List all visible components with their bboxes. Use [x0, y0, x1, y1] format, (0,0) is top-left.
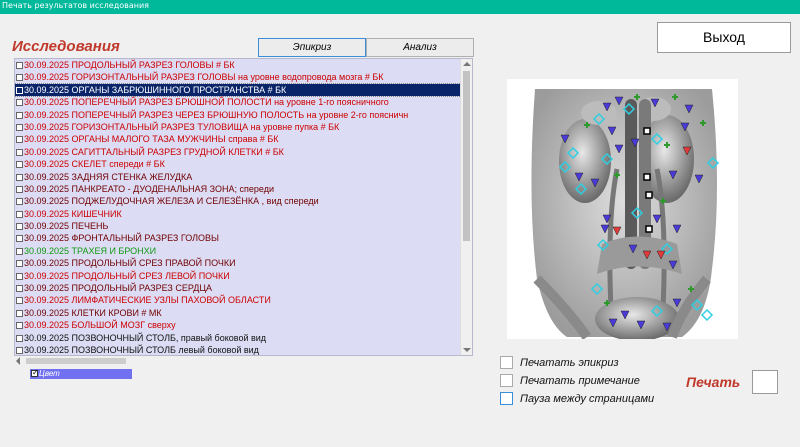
- study-row-label: 30.09.2025 ПОПЕРЕЧНЫЙ РАЗРЕЗ ЧЕРЕЗ БРЮШНУЮ ПОЛОСТЬ на уровне 2-го поясничн: [24, 109, 409, 120]
- print-label: Печать: [686, 374, 741, 390]
- study-row[interactable]: [15, 245, 461, 257]
- study-row-label: 30.09.2025 ФРОНТАЛЬНЫЙ РАЗРЕЗ ГОЛОВЫ: [24, 233, 219, 244]
- study-row-label: 30.09.2025 ПРОДОЛЬНЫЙ РАЗРЕЗ СЕРДЦА: [24, 283, 213, 294]
- option-print-epikriz[interactable]: [500, 355, 619, 371]
- study-row-label: 30.09.2025 ОРГАНЫ МАЛОГО ТАЗА МУЖЧИНЫ справа # БК: [24, 134, 279, 145]
- scroll-thumb[interactable]: [463, 71, 470, 241]
- checkbox-icon[interactable]: [16, 223, 23, 230]
- checkbox-icon[interactable]: [16, 211, 23, 218]
- checkbox-icon[interactable]: [16, 161, 23, 168]
- studies-list[interactable]: [14, 58, 473, 356]
- option-print-note-label: Печатать примечание: [520, 375, 640, 387]
- study-row-label: 30.09.2025 САГИТТАЛЬНЫЙ РАЗРЕЗ ГРУДНОЙ КЛЕТКИ # БК: [24, 146, 284, 157]
- study-row-label: 30.09.2025 ПОПЕРЕЧНЫЙ РАЗРЕЗ БРЮШНОЙ ПОЛОСТИ на уровне 1-го поясничного: [24, 97, 389, 108]
- study-row-label: 30.09.2025 ПОЗВОНОЧНЫЙ СТОЛБ левый боковой вид: [24, 344, 259, 355]
- study-row-label: 30.09.2025 ГОРИЗОНТАЛЬНЫЙ РАЗРЕЗ ТУЛОВИЩА на уровне пупка # БК: [24, 121, 340, 132]
- study-row[interactable]: [15, 282, 461, 294]
- checkbox-icon[interactable]: [500, 374, 513, 387]
- checkbox-checked-icon: [31, 370, 38, 377]
- title-bar: [0, 0, 800, 14]
- study-row[interactable]: [15, 109, 461, 121]
- study-row-label: 30.09.2025 ПОЗВОНОЧНЫЙ СТОЛБ, правый боковой вид: [24, 332, 267, 343]
- checkbox-icon[interactable]: [16, 335, 23, 342]
- study-row[interactable]: [15, 208, 461, 220]
- checkbox-icon[interactable]: [16, 174, 23, 181]
- checkbox-icon[interactable]: [16, 260, 23, 267]
- study-row[interactable]: [15, 270, 461, 282]
- study-row-label: 30.09.2025 ТРАХЕЯ И БРОНХИ: [24, 245, 157, 256]
- checkbox-icon[interactable]: [16, 112, 23, 119]
- study-row-label: 30.09.2025 КЛЕТКИ КРОВИ # МК: [24, 307, 162, 318]
- study-row-label: 30.09.2025 БОЛЬШОЙ МОЗГ сверху: [24, 320, 176, 331]
- option-page-pause[interactable]: [500, 391, 654, 407]
- color-checkbox[interactable]: [30, 369, 132, 379]
- study-row[interactable]: [15, 96, 461, 108]
- scroll-down-icon[interactable]: [463, 348, 471, 352]
- checkbox-icon[interactable]: [16, 322, 23, 329]
- tab-epikriz[interactable]: Эпикриз: [258, 38, 366, 57]
- study-row-label: 30.09.2025 СКЕЛЕТ спереди # БК: [24, 159, 165, 170]
- study-row[interactable]: [15, 294, 461, 306]
- checkbox-icon[interactable]: [16, 74, 23, 81]
- tab-analiz[interactable]: Анализ: [366, 38, 474, 57]
- study-row[interactable]: [15, 158, 461, 170]
- checkbox-icon[interactable]: [16, 124, 23, 131]
- study-row[interactable]: [15, 332, 461, 344]
- study-row-label: 30.09.2025 КИШЕЧНИК: [24, 208, 122, 219]
- checkbox-icon[interactable]: [500, 356, 513, 369]
- study-row-label: 30.09.2025 ОРГАНЫ ЗАБРЮШИННОГО ПРОСТРАНСТВА # БК: [24, 84, 287, 95]
- anatomy-image: [507, 79, 738, 339]
- study-row[interactable]: [15, 84, 461, 96]
- study-row[interactable]: [15, 121, 461, 133]
- study-row-label: 30.09.2025 ПЕЧЕНЬ: [24, 221, 109, 232]
- study-row[interactable]: [15, 183, 461, 195]
- study-row-label: 30.09.2025 ГОРИЗОНТАЛЬНЫЙ РАЗРЕЗ ГОЛОВЫ на уровне водопровода мозга # БК: [24, 72, 384, 83]
- checkbox-icon[interactable]: [16, 248, 23, 255]
- color-checkbox-label: Цвет: [39, 369, 60, 378]
- study-row-label: 30.09.2025 ЗАДНЯЯ СТЕНКА ЖЕЛУДКА: [24, 171, 193, 182]
- exit-button[interactable]: Выход: [657, 22, 791, 53]
- option-print-note[interactable]: [500, 373, 640, 389]
- checkbox-icon[interactable]: [16, 297, 23, 304]
- study-row-label: 30.09.2025 ЛИМФАТИЧЕСКИЕ УЗЛЫ ПАХОВОЙ ОБЛАСТИ: [24, 295, 271, 306]
- square-marker-icon: [646, 226, 652, 232]
- square-marker-icon: [646, 192, 652, 198]
- study-row[interactable]: [15, 71, 461, 83]
- horizontal-scrollbar[interactable]: [14, 356, 473, 366]
- checkbox-icon[interactable]: [16, 198, 23, 205]
- square-marker-icon: [644, 128, 650, 134]
- checkbox-icon[interactable]: [16, 310, 23, 317]
- scroll-left-icon[interactable]: [16, 357, 20, 365]
- checkbox-icon[interactable]: [16, 62, 23, 69]
- study-row-label: 30.09.2025 ПОДЖЕЛУДОЧНАЯ ЖЕЛЕЗА И СЕЛЕЗЁНКА , вид спереди: [24, 196, 319, 207]
- study-row[interactable]: [15, 257, 461, 269]
- vertical-scrollbar[interactable]: [460, 59, 472, 355]
- section-title: Исследования: [12, 38, 120, 55]
- horizontal-scroll-thumb[interactable]: [26, 358, 126, 364]
- scroll-up-icon[interactable]: [463, 62, 471, 66]
- study-row-label: 30.09.2025 ПРОДОЛЬНЫЙ СРЕЗ ЛЕВОЙ ПОЧКИ: [24, 270, 230, 281]
- study-row[interactable]: [15, 133, 461, 145]
- study-row[interactable]: [15, 59, 461, 71]
- checkbox-icon[interactable]: [16, 235, 23, 242]
- study-row[interactable]: [15, 344, 461, 355]
- checkbox-icon[interactable]: [16, 186, 23, 193]
- study-row-label: 30.09.2025 ПРОДОЛЬНЫЙ РАЗРЕЗ ГОЛОВЫ # БК: [24, 60, 235, 70]
- study-row-label: 30.09.2025 ПАНКРЕАТО - ДУОДЕНАЛЬНАЯ ЗОНА; спереди: [24, 183, 274, 194]
- study-row[interactable]: [15, 232, 461, 244]
- checkbox-icon[interactable]: [16, 87, 23, 94]
- window-title: Печать результатов исследования: [2, 1, 149, 10]
- checkbox-icon[interactable]: [16, 273, 23, 280]
- checkbox-icon[interactable]: [16, 99, 23, 106]
- print-button[interactable]: [752, 370, 778, 394]
- checkbox-icon[interactable]: [16, 136, 23, 143]
- square-marker-icon: [644, 174, 650, 180]
- study-row[interactable]: [15, 171, 461, 183]
- anatomy-illustration: [507, 79, 738, 339]
- checkbox-icon[interactable]: [500, 392, 513, 405]
- study-row[interactable]: [15, 195, 461, 207]
- study-row-label: 30.09.2025 ПРОДОЛЬНЫЙ СРЕЗ ПРАВОЙ ПОЧКИ: [24, 258, 236, 269]
- checkbox-icon[interactable]: [16, 347, 23, 354]
- checkbox-icon[interactable]: [16, 285, 23, 292]
- studies-list-items: [15, 59, 461, 355]
- study-row[interactable]: [15, 146, 461, 158]
- study-row[interactable]: [15, 307, 461, 319]
- study-row[interactable]: [15, 319, 461, 331]
- option-page-pause-label: Пауза между страницами: [520, 393, 655, 405]
- checkbox-icon[interactable]: [16, 149, 23, 156]
- study-row[interactable]: [15, 220, 461, 232]
- option-print-epikriz-label: Печатать эпикриз: [520, 357, 619, 369]
